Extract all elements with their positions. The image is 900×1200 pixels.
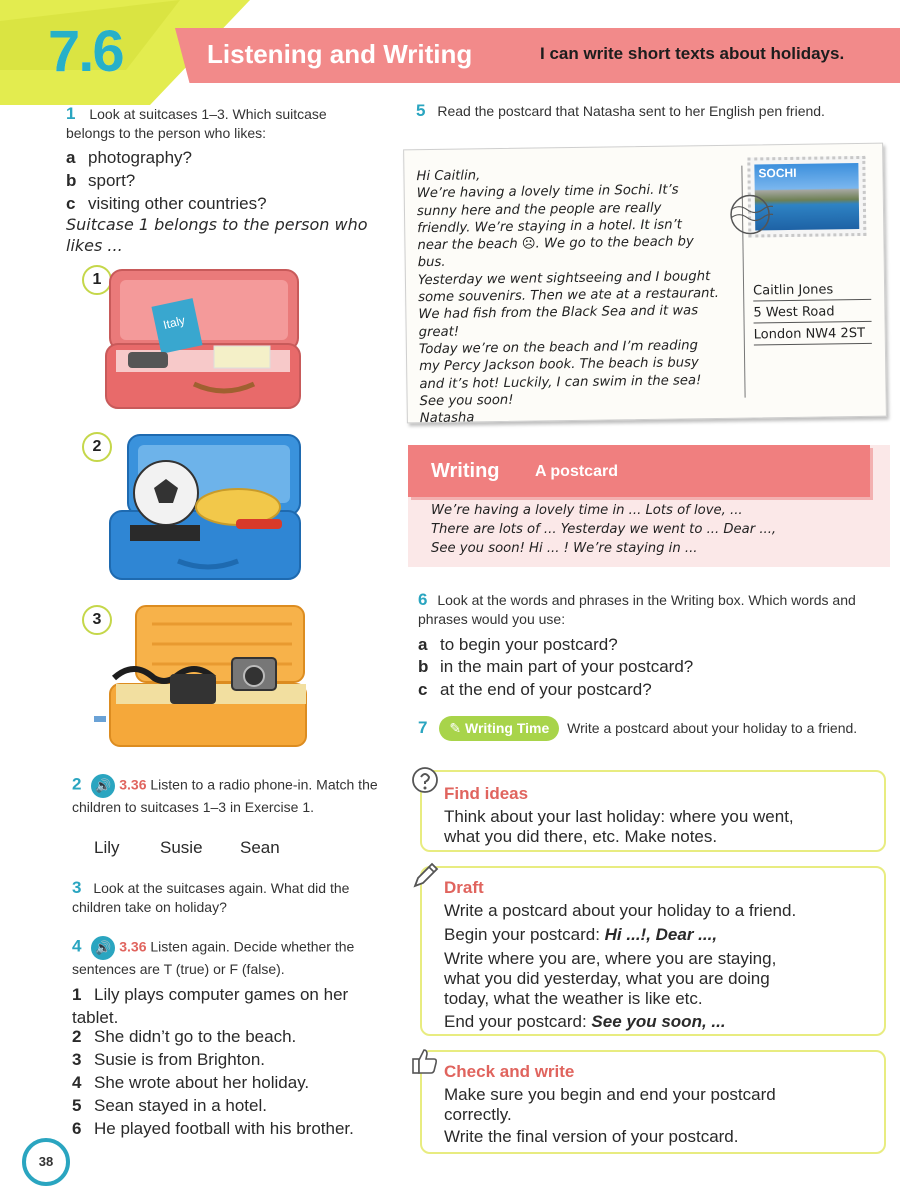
ex5-instruction	[416, 101, 882, 121]
draft-line-6: End your postcard: See you soon, ...	[444, 1012, 726, 1031]
check-line-2: correctly.	[444, 1105, 512, 1124]
ex2-text: Listen to a radio phone-in. Match the children to suitcases 1–3 in Exercise 1.	[72, 776, 378, 815]
check-title: Check and write	[444, 1062, 575, 1081]
writing-time-badge: ✎ Writing Time	[439, 716, 559, 741]
pencil-icon	[410, 862, 440, 892]
ex4-instruction	[72, 936, 384, 979]
draft-line-1: Write a postcard about your holiday to a friend.	[444, 901, 797, 920]
ex4-number: 4	[72, 936, 82, 956]
ex4-item-3: 3 Susie is from Brighton.	[72, 1050, 266, 1069]
ex7-number: 7	[418, 718, 428, 737]
page-number: 38	[22, 1138, 70, 1186]
ex1-example: Suitcase 1 belongs to the person who likes ...	[66, 215, 368, 255]
suitcase-3-number: 3	[82, 605, 112, 635]
writing-box-header	[408, 445, 870, 497]
step-check-and-write	[420, 1050, 886, 1154]
ex6-item-c: c at the end of your postcard?	[418, 680, 652, 699]
ex5-number: 5	[416, 101, 426, 120]
ex2-name-lily: Lily	[94, 838, 120, 857]
stamp-label: SOCHI	[758, 165, 797, 181]
ex2-instruction	[72, 774, 382, 817]
ex6-text: Look at the words and phrases in the Writing box. Which words and phrases would you use:	[418, 592, 856, 627]
ex4-text: Listen again. Decide whether the sentences are T (true) or F (false).	[72, 938, 355, 977]
ex6-number: 6	[418, 590, 428, 609]
ex4-item-2: 2 She didn’t go to the beach.	[72, 1027, 297, 1046]
find-ideas-line-2: what you did there, etc. Make notes.	[444, 827, 718, 846]
ex1-item-b: b sport?	[66, 171, 136, 190]
suitcase-1-number: 1	[82, 265, 112, 295]
suitcase-1-image	[104, 266, 304, 412]
writing-box	[408, 445, 890, 567]
ex6-instruction	[418, 590, 886, 629]
ex4-track: 3.36	[119, 938, 147, 955]
ex1-text: Look at suitcases 1–3. Which suitcase belongs to the person who likes:	[66, 106, 327, 141]
ex3-text: Look at the suitcases again. What did the children take on holiday?	[72, 880, 350, 915]
ex1-item-a: a photography?	[66, 148, 192, 167]
audio-icon[interactable]: 🔊	[91, 774, 115, 798]
check-line-1: Make sure you begin and end your postcard	[444, 1085, 776, 1104]
ex2-number: 2	[72, 774, 82, 794]
find-ideas-line-1: Think about your last holiday: where you went,	[444, 807, 794, 826]
ex7-text: Write a postcard about your holiday to a friend.	[567, 720, 858, 736]
draft-line-5: today, what the weather is like etc.	[444, 989, 703, 1008]
ex6-item-a: a to begin your postcard?	[418, 635, 618, 654]
suitcase-3-image	[92, 604, 314, 750]
ex2-name-sean: Sean	[240, 838, 280, 857]
address-line-1: Caitlin Jones	[753, 282, 871, 302]
ex1-number: 1	[66, 104, 76, 123]
step-find-ideas	[420, 770, 886, 852]
ex6-item-b: b in the main part of your postcard?	[418, 657, 694, 676]
ex7-instruction	[418, 716, 888, 741]
italy-book-label: Italy	[161, 313, 187, 333]
ex2-name-susie: Susie	[160, 838, 203, 857]
audio-icon[interactable]: 🔊	[91, 936, 115, 960]
find-ideas-title: Find ideas	[444, 784, 529, 803]
draft-line-3: Write where you are, where you are staying,	[444, 949, 777, 968]
postcard	[403, 143, 887, 427]
ex1-instruction	[66, 104, 378, 143]
ex3-number: 3	[72, 878, 82, 897]
unit-number: 7.6	[48, 19, 123, 84]
page-title: Listening and Writing	[207, 39, 473, 69]
thumbs-up-icon	[410, 1046, 440, 1076]
writing-box-line-3: See you soon! Hi ... ! We’re staying in ...	[431, 541, 698, 556]
check-line-3: Write the final version of your postcard.	[444, 1127, 739, 1146]
writing-box-line-2: There are lots of ... Yesterday we went to ... Dear ...,	[431, 522, 777, 537]
address-line-2: 5 West Road	[753, 304, 871, 324]
question-bubble-icon	[410, 766, 440, 796]
draft-title: Draft	[444, 878, 484, 897]
step-draft	[420, 866, 886, 1036]
postmark-icon	[727, 191, 774, 238]
ex5-text: Read the postcard that Natasha sent to her English pen friend.	[437, 103, 825, 119]
draft-line-4: what you did yesterday, what you are doing	[444, 969, 770, 988]
ex2-track: 3.36	[119, 776, 147, 793]
postcard-message: Hi Caitlin, We’re having a lovely time in Sochi. It’s sunny here and the people are really friendly. We’re staying in a hotel. It isn’t near the beach ☹. We go to the beach by bus. Yesterday we went sightseeing and I bought some souvenirs. Then we ate at a restaurant. We had fish from the Black Sea and it was great! Today we’re on the beach and I’m reading my Percy Jackson book. The beach is busy and it’s hot! Luckily, I can swim in the sea! See you soon! Natasha	[416, 168, 719, 427]
ex1-item-c: c visiting other countries?	[66, 194, 267, 213]
ex4-item-4: 4 She wrote about her holiday.	[72, 1073, 310, 1092]
ex4-item-6: 6 He played football with his brother.	[72, 1119, 354, 1138]
ex3-instruction	[72, 878, 382, 917]
draft-line-2: Begin your postcard: Hi ...!, Dear ...,	[444, 925, 718, 944]
suitcase-2-number: 2	[82, 432, 112, 462]
ex4-item-1: 1 Lily plays computer games on her tablet.	[72, 985, 349, 1027]
suitcase-2-image	[108, 433, 304, 581]
can-do-statement: I can write short texts about holidays.	[540, 44, 845, 63]
address-line-3: London NW4 2ST	[754, 326, 872, 346]
writing-box-subtitle: A postcard	[535, 463, 618, 480]
ex4-item-5: 5 Sean stayed in a hotel.	[72, 1096, 267, 1115]
writing-box-title: Writing	[431, 460, 500, 482]
writing-box-line-1: We’re having a lovely time in ... Lots of love, ...	[431, 503, 743, 518]
